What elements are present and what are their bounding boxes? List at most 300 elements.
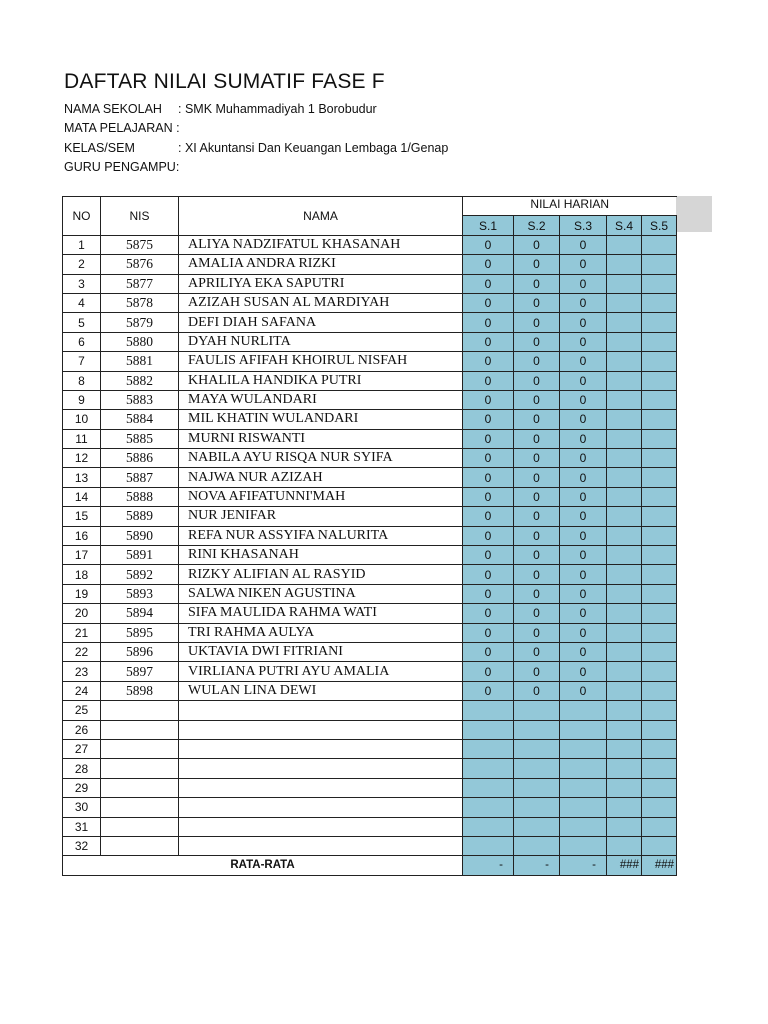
row-s2[interactable]: 0 — [514, 274, 560, 293]
row-s2[interactable] — [514, 817, 560, 836]
row-no: 21 — [63, 623, 101, 642]
grade-table — [62, 196, 677, 876]
row-s3[interactable] — [560, 817, 607, 836]
row-nama[interactable]: KHALILA HANDIKA PUTRI — [179, 371, 463, 390]
row-s3[interactable]: 0 — [560, 255, 607, 274]
row-s1[interactable] — [463, 720, 514, 739]
row-s2[interactable]: 0 — [514, 507, 560, 526]
row-nis[interactable] — [101, 778, 179, 797]
row-s5[interactable] — [642, 332, 677, 351]
row-s5[interactable] — [642, 739, 677, 758]
row-s4[interactable] — [607, 546, 642, 565]
table-row — [63, 274, 677, 293]
row-nama[interactable]: REFA NUR ASSYIFA NALURITA — [179, 526, 463, 545]
table-row — [63, 410, 677, 429]
row-s1[interactable]: 0 — [463, 507, 514, 526]
average-s3[interactable]: - — [560, 856, 607, 875]
row-s2[interactable]: 0 — [514, 429, 560, 448]
row-s3[interactable]: 0 — [560, 546, 607, 565]
table-row — [63, 487, 677, 506]
row-s5[interactable] — [642, 623, 677, 642]
row-s1[interactable]: 0 — [463, 584, 514, 603]
row-no: 4 — [63, 293, 101, 312]
row-s5[interactable] — [642, 681, 677, 700]
row-no: 27 — [63, 739, 101, 758]
row-s2[interactable] — [514, 701, 560, 720]
row-s4[interactable] — [607, 449, 642, 468]
row-s1[interactable]: 0 — [463, 449, 514, 468]
table-row — [63, 390, 677, 409]
row-s3[interactable]: 0 — [560, 623, 607, 642]
row-s3[interactable]: 0 — [560, 293, 607, 312]
row-s2[interactable]: 0 — [514, 584, 560, 603]
row-s4[interactable] — [607, 332, 642, 351]
row-nama[interactable]: MAYA WULANDARI — [179, 390, 463, 409]
row-no: 23 — [63, 662, 101, 681]
row-nama[interactable]: AZIZAH SUSAN AL MARDIYAH — [179, 293, 463, 312]
row-s4[interactable] — [607, 487, 642, 506]
row-s3[interactable] — [560, 836, 607, 855]
row-s3[interactable]: 0 — [560, 662, 607, 681]
row-nis[interactable] — [101, 759, 179, 778]
row-s4[interactable] — [607, 720, 642, 739]
row-s1[interactable]: 0 — [463, 410, 514, 429]
row-nama[interactable]: UKTAVIA DWI FITRIANI — [179, 642, 463, 661]
table-row — [63, 546, 677, 565]
header-no: NO — [63, 197, 101, 236]
row-nama[interactable]: NAJWA NUR AZIZAH — [179, 468, 463, 487]
row-s5[interactable] — [642, 410, 677, 429]
row-s1[interactable]: 0 — [463, 313, 514, 332]
row-no: 31 — [63, 817, 101, 836]
row-s5[interactable] — [642, 487, 677, 506]
row-s3[interactable]: 0 — [560, 274, 607, 293]
header-s3: S.3 — [560, 216, 607, 235]
row-s2[interactable]: 0 — [514, 604, 560, 623]
row-s5[interactable] — [642, 293, 677, 312]
row-s1[interactable]: 0 — [463, 604, 514, 623]
row-s4[interactable] — [607, 507, 642, 526]
average-s1[interactable]: - — [463, 856, 514, 875]
row-nama[interactable]: APRILIYA EKA SAPUTRI — [179, 274, 463, 293]
row-s1[interactable] — [463, 778, 514, 797]
row-no: 13 — [63, 468, 101, 487]
row-s4[interactable] — [607, 739, 642, 758]
row-s4[interactable] — [607, 662, 642, 681]
row-nis[interactable]: 5897 — [101, 662, 179, 681]
row-nis[interactable] — [101, 701, 179, 720]
row-s3[interactable]: 0 — [560, 449, 607, 468]
header-nama: NAMA — [179, 197, 463, 236]
row-s4[interactable] — [607, 313, 642, 332]
row-s1[interactable]: 0 — [463, 274, 514, 293]
average-s5[interactable]: ### — [642, 856, 677, 875]
row-s1[interactable]: 0 — [463, 390, 514, 409]
row-s2[interactable]: 0 — [514, 410, 560, 429]
row-nis[interactable]: 5893 — [101, 584, 179, 603]
row-s3[interactable]: 0 — [560, 371, 607, 390]
row-nis[interactable]: 5886 — [101, 449, 179, 468]
meta-label: MATA PELAJARAN : — [64, 121, 180, 135]
row-nis[interactable]: 5883 — [101, 390, 179, 409]
row-nama[interactable] — [179, 836, 463, 855]
table-row — [63, 759, 677, 778]
row-s3[interactable] — [560, 778, 607, 797]
row-s3[interactable]: 0 — [560, 410, 607, 429]
row-no: 1 — [63, 235, 101, 254]
row-s1[interactable]: 0 — [463, 642, 514, 661]
row-s3[interactable]: 0 — [560, 507, 607, 526]
row-nama[interactable]: NOVA AFIFATUNNI'MAH — [179, 487, 463, 506]
table-row — [63, 507, 677, 526]
row-s4[interactable] — [607, 565, 642, 584]
header-s5: S.5 — [642, 216, 677, 235]
row-s2[interactable]: 0 — [514, 449, 560, 468]
table-row — [63, 526, 677, 545]
row-nama[interactable] — [179, 778, 463, 797]
row-s3[interactable]: 0 — [560, 352, 607, 371]
average-s2[interactable]: - — [514, 856, 560, 875]
row-nis[interactable]: 5888 — [101, 487, 179, 506]
row-s1[interactable] — [463, 701, 514, 720]
row-s4[interactable] — [607, 410, 642, 429]
row-s1[interactable]: 0 — [463, 332, 514, 351]
row-s2[interactable]: 0 — [514, 565, 560, 584]
row-nis[interactable]: 5875 — [101, 235, 179, 254]
row-nis[interactable]: 5889 — [101, 507, 179, 526]
row-s1[interactable]: 0 — [463, 623, 514, 642]
row-s3[interactable] — [560, 759, 607, 778]
row-s1[interactable]: 0 — [463, 565, 514, 584]
row-no: 5 — [63, 313, 101, 332]
row-nis[interactable]: 5896 — [101, 642, 179, 661]
row-s5[interactable] — [642, 604, 677, 623]
row-s5[interactable] — [642, 662, 677, 681]
row-s5[interactable] — [642, 817, 677, 836]
row-s5[interactable] — [642, 390, 677, 409]
row-s1[interactable] — [463, 759, 514, 778]
row-nama[interactable] — [179, 798, 463, 817]
row-s2[interactable]: 0 — [514, 468, 560, 487]
row-s3[interactable]: 0 — [560, 468, 607, 487]
table-row — [63, 778, 677, 797]
row-s2[interactable]: 0 — [514, 487, 560, 506]
row-s1[interactable]: 0 — [463, 255, 514, 274]
table-row — [63, 584, 677, 603]
row-s5[interactable] — [642, 468, 677, 487]
row-s4[interactable] — [607, 798, 642, 817]
row-s2[interactable] — [514, 759, 560, 778]
row-nis[interactable]: 5894 — [101, 604, 179, 623]
header-s4: S.4 — [607, 216, 642, 235]
row-s2[interactable]: 0 — [514, 352, 560, 371]
row-s3[interactable] — [560, 739, 607, 758]
row-nis[interactable]: 5876 — [101, 255, 179, 274]
row-s1[interactable]: 0 — [463, 662, 514, 681]
row-s5[interactable] — [642, 759, 677, 778]
row-s3[interactable] — [560, 720, 607, 739]
row-nama[interactable]: WULAN LINA DEWI — [179, 681, 463, 700]
row-no: 29 — [63, 778, 101, 797]
row-s4[interactable] — [607, 293, 642, 312]
meta-label: GURU PENGAMPU: — [64, 160, 180, 174]
row-s5[interactable] — [642, 584, 677, 603]
row-no: 30 — [63, 798, 101, 817]
row-no: 16 — [63, 526, 101, 545]
table-row — [63, 623, 677, 642]
row-s5[interactable] — [642, 507, 677, 526]
row-no: 7 — [63, 352, 101, 371]
row-nama[interactable]: SALWA NIKEN AGUSTINA — [179, 584, 463, 603]
row-nama[interactable] — [179, 759, 463, 778]
row-no: 15 — [63, 507, 101, 526]
row-nis[interactable]: 5891 — [101, 546, 179, 565]
row-s1[interactable]: 0 — [463, 487, 514, 506]
row-nis[interactable]: 5881 — [101, 352, 179, 371]
row-no: 26 — [63, 720, 101, 739]
row-s1[interactable] — [463, 836, 514, 855]
row-s5[interactable] — [642, 546, 677, 565]
row-s2[interactable]: 0 — [514, 313, 560, 332]
row-s4[interactable] — [607, 701, 642, 720]
average-label: RATA-RATA — [63, 856, 463, 875]
row-no: 18 — [63, 565, 101, 584]
row-s3[interactable]: 0 — [560, 313, 607, 332]
table-row — [63, 449, 677, 468]
table-row — [63, 293, 677, 312]
row-s3[interactable]: 0 — [560, 526, 607, 545]
row-s2[interactable]: 0 — [514, 546, 560, 565]
row-s2[interactable]: 0 — [514, 526, 560, 545]
table-row — [63, 642, 677, 661]
meta-value: : SMK Muhammadiyah 1 Borobudur — [178, 102, 377, 116]
row-s5[interactable] — [642, 313, 677, 332]
row-s3[interactable]: 0 — [560, 390, 607, 409]
row-s2[interactable] — [514, 778, 560, 797]
row-s4[interactable] — [607, 584, 642, 603]
row-s2[interactable] — [514, 720, 560, 739]
table-row — [63, 662, 677, 681]
row-nama[interactable] — [179, 817, 463, 836]
row-nama[interactable]: VIRLIANA PUTRI AYU AMALIA — [179, 662, 463, 681]
row-no: 20 — [63, 604, 101, 623]
row-nis[interactable]: 5890 — [101, 526, 179, 545]
row-s5[interactable] — [642, 274, 677, 293]
row-nama[interactable]: MURNI RISWANTI — [179, 429, 463, 448]
table-row — [63, 352, 677, 371]
row-s4[interactable] — [607, 836, 642, 855]
row-no: 10 — [63, 410, 101, 429]
row-no: 17 — [63, 546, 101, 565]
row-s2[interactable]: 0 — [514, 293, 560, 312]
row-s2[interactable]: 0 — [514, 255, 560, 274]
row-s1[interactable] — [463, 798, 514, 817]
table-row — [63, 604, 677, 623]
row-nama[interactable]: NABILA AYU RISQA NUR SYIFA — [179, 449, 463, 468]
header-s1: S.1 — [463, 216, 514, 235]
table-row — [63, 739, 677, 758]
row-s4[interactable] — [607, 642, 642, 661]
meta-value: : XI Akuntansi Dan Keuangan Lembaga 1/Genap — [178, 141, 449, 155]
row-nis[interactable]: 5882 — [101, 371, 179, 390]
table-row — [63, 798, 677, 817]
row-s3[interactable]: 0 — [560, 429, 607, 448]
row-nis[interactable] — [101, 720, 179, 739]
row-nis[interactable]: 5898 — [101, 681, 179, 700]
row-s5[interactable] — [642, 526, 677, 545]
row-s1[interactable]: 0 — [463, 293, 514, 312]
row-s4[interactable] — [607, 255, 642, 274]
row-nis[interactable]: 5880 — [101, 332, 179, 351]
row-s4[interactable] — [607, 352, 642, 371]
row-s3[interactable] — [560, 798, 607, 817]
row-nama[interactable]: RINI KHASANAH — [179, 546, 463, 565]
row-s2[interactable]: 0 — [514, 623, 560, 642]
row-s1[interactable] — [463, 739, 514, 758]
table-row — [63, 701, 677, 720]
row-no: 28 — [63, 759, 101, 778]
row-s2[interactable]: 0 — [514, 371, 560, 390]
table-row — [63, 836, 677, 855]
row-nama[interactable]: RIZKY ALIFIAN AL RASYID — [179, 565, 463, 584]
row-s2[interactable] — [514, 798, 560, 817]
row-s3[interactable]: 0 — [560, 235, 607, 254]
row-s5[interactable] — [642, 371, 677, 390]
table-row — [63, 817, 677, 836]
row-s4[interactable] — [607, 778, 642, 797]
row-s1[interactable]: 0 — [463, 681, 514, 700]
row-s1[interactable]: 0 — [463, 352, 514, 371]
table-row — [63, 429, 677, 448]
row-s4[interactable] — [607, 604, 642, 623]
row-no: 24 — [63, 681, 101, 700]
table-row — [63, 332, 677, 351]
row-nama[interactable]: DEFI DIAH SAFANA — [179, 313, 463, 332]
row-s3[interactable]: 0 — [560, 332, 607, 351]
row-s2[interactable]: 0 — [514, 681, 560, 700]
row-s3[interactable]: 0 — [560, 681, 607, 700]
row-nama[interactable]: MIL KHATIN WULANDARI — [179, 410, 463, 429]
row-s4[interactable] — [607, 468, 642, 487]
row-s5[interactable] — [642, 836, 677, 855]
row-s2[interactable] — [514, 739, 560, 758]
row-nama[interactable] — [179, 720, 463, 739]
row-s5[interactable] — [642, 235, 677, 254]
row-s5[interactable] — [642, 778, 677, 797]
row-s2[interactable]: 0 — [514, 235, 560, 254]
row-s5[interactable] — [642, 565, 677, 584]
row-s5[interactable] — [642, 429, 677, 448]
row-s3[interactable]: 0 — [560, 642, 607, 661]
row-s1[interactable] — [463, 817, 514, 836]
row-no: 14 — [63, 487, 101, 506]
row-no: 12 — [63, 449, 101, 468]
average-s4[interactable]: ### — [607, 856, 642, 875]
row-s5[interactable] — [642, 449, 677, 468]
row-nama[interactable] — [179, 701, 463, 720]
row-s2[interactable]: 0 — [514, 390, 560, 409]
table-row — [63, 565, 677, 584]
row-s1[interactable]: 0 — [463, 371, 514, 390]
row-nis[interactable]: 5879 — [101, 313, 179, 332]
row-s4[interactable] — [607, 681, 642, 700]
row-nama[interactable]: AMALIA ANDRA RIZKI — [179, 255, 463, 274]
row-nis[interactable]: 5884 — [101, 410, 179, 429]
header-nis: NIS — [101, 197, 179, 236]
row-no: 19 — [63, 584, 101, 603]
row-nama[interactable]: SIFA MAULIDA RAHMA WATI — [179, 604, 463, 623]
row-s4[interactable] — [607, 817, 642, 836]
row-s5[interactable] — [642, 720, 677, 739]
row-nis[interactable]: 5878 — [101, 293, 179, 312]
row-s4[interactable] — [607, 623, 642, 642]
row-s3[interactable]: 0 — [560, 565, 607, 584]
row-s4[interactable] — [607, 235, 642, 254]
page-title: DAFTAR NILAI SUMATIF FASE F — [64, 70, 385, 93]
row-nis[interactable]: 5887 — [101, 468, 179, 487]
row-no: 6 — [63, 332, 101, 351]
table-row — [63, 468, 677, 487]
row-s5[interactable] — [642, 352, 677, 371]
row-s5[interactable] — [642, 798, 677, 817]
row-s1[interactable]: 0 — [463, 468, 514, 487]
row-nama[interactable] — [179, 739, 463, 758]
row-s4[interactable] — [607, 759, 642, 778]
row-nama[interactable]: FAULIS AFIFAH KHOIRUL NISFAH — [179, 352, 463, 371]
row-nis[interactable] — [101, 739, 179, 758]
row-no: 3 — [63, 274, 101, 293]
row-nama[interactable]: TRI RAHMA AULYA — [179, 623, 463, 642]
header-tab-background — [676, 196, 712, 232]
row-nis[interactable] — [101, 817, 179, 836]
row-s5[interactable] — [642, 642, 677, 661]
row-s4[interactable] — [607, 390, 642, 409]
row-s5[interactable] — [642, 701, 677, 720]
row-s5[interactable] — [642, 255, 677, 274]
row-s1[interactable]: 0 — [463, 546, 514, 565]
meta-label: NAMA SEKOLAH — [64, 102, 162, 116]
row-s4[interactable] — [607, 526, 642, 545]
row-nama[interactable]: DYAH NURLITA — [179, 332, 463, 351]
row-s4[interactable] — [607, 429, 642, 448]
row-s3[interactable] — [560, 701, 607, 720]
row-nis[interactable] — [101, 836, 179, 855]
row-s1[interactable]: 0 — [463, 429, 514, 448]
grade-table-body — [63, 235, 677, 856]
row-s2[interactable]: 0 — [514, 662, 560, 681]
row-nis[interactable]: 5885 — [101, 429, 179, 448]
row-s3[interactable]: 0 — [560, 604, 607, 623]
row-nis[interactable]: 5892 — [101, 565, 179, 584]
row-nis[interactable] — [101, 798, 179, 817]
row-no: 32 — [63, 836, 101, 855]
row-s3[interactable]: 0 — [560, 487, 607, 506]
row-s2[interactable] — [514, 836, 560, 855]
row-nama[interactable]: NUR JENIFAR — [179, 507, 463, 526]
row-nis[interactable]: 5895 — [101, 623, 179, 642]
row-s1[interactable]: 0 — [463, 235, 514, 254]
row-s3[interactable]: 0 — [560, 584, 607, 603]
row-nis[interactable]: 5877 — [101, 274, 179, 293]
row-s2[interactable]: 0 — [514, 642, 560, 661]
row-s2[interactable]: 0 — [514, 332, 560, 351]
meta-label: KELAS/SEM — [64, 141, 135, 155]
row-no: 11 — [63, 429, 101, 448]
row-s4[interactable] — [607, 371, 642, 390]
row-nama[interactable]: ALIYA NADZIFATUL KHASANAH — [179, 235, 463, 254]
row-s4[interactable] — [607, 274, 642, 293]
row-s1[interactable]: 0 — [463, 526, 514, 545]
